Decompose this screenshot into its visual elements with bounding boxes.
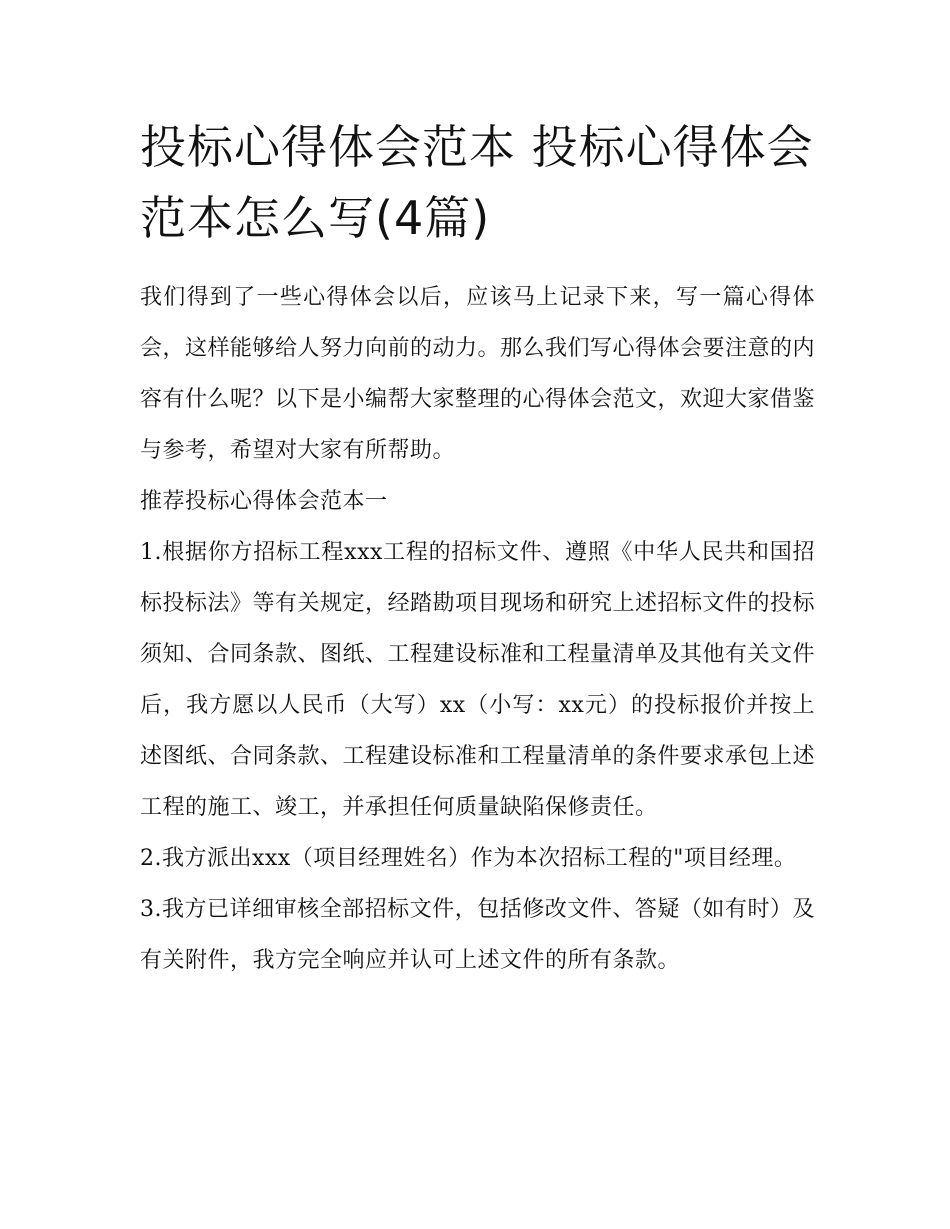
intro-paragraph: 我们得到了一些心得体会以后，应该马上记录下来，写一篇心得体会，这样能够给人努力向前的动力。那么我们写心得体会要注意的内容有什么呢？以下是小编帮大家整理的心得体会范文，欢迎大家借鉴与参考，希望对大家有所帮助。 [140, 285, 816, 463]
document-body [140, 112, 815, 986]
clause-3-paragraph: 3.我方已详细审核全部招标文件，包括修改文件、答疑（如有时）及有关附件，我方完全响应并认可上述文件的所有条款。 [140, 897, 815, 973]
clause-1-paragraph: 1.根据你方招标工程xxx工程的招标文件、遵照《中华人民共和国招标投标法》等有关规定，经踏勘项目现场和研究上述招标文件的投标须知、合同条款、图纸、工程建设标准和工程量清单及其他有关文件后，我方愿以人民币（大写）xx（小写：xx元）的投标报价并按上述图纸、合同条款、工程建设标准和工程量清单的条件要求承包上述工程的施工、竣工，并承担任何质量缺陷保修责任。 [140, 540, 816, 820]
clause-2-paragraph: 2.我方派出xxx（项目经理姓名）作为本次招标工程的"项目经理。 [140, 846, 797, 871]
document-title: 投标心得体会范本 投标心得体会范本怎么写(4篇) [140, 120, 814, 245]
section-heading: 推荐投标心得体会范本一 [140, 489, 388, 514]
